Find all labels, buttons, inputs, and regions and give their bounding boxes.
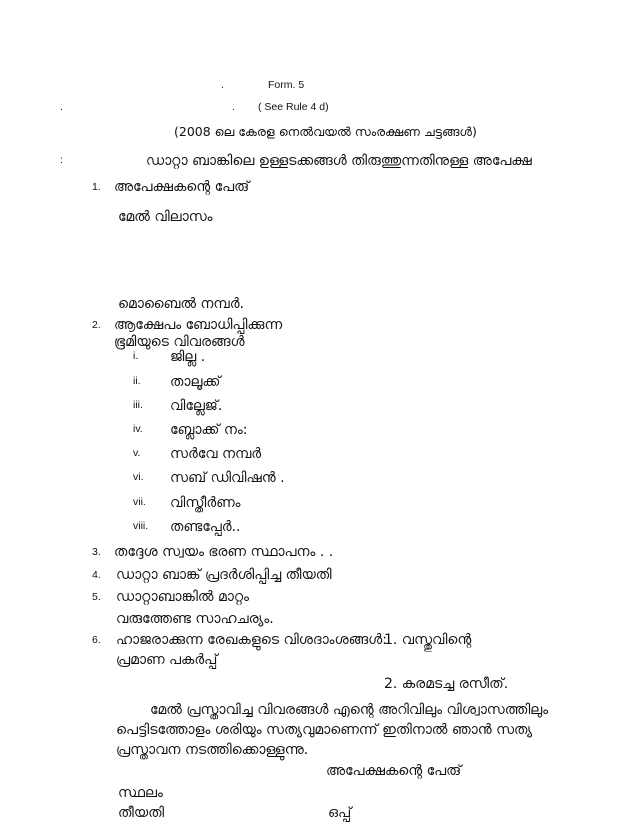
documents-label: ഹാജരാക്കുന്ന രേഖകളുടെ വിശദാംശങ്ങൾ: — [116, 632, 387, 648]
sub-item-number: v. — [133, 447, 141, 459]
header-dot: . — [232, 101, 235, 113]
change-reason-label: വരുത്തേണ്ട സാഹചര്യം. — [116, 611, 274, 627]
place-label: സ്ഥലം — [118, 785, 163, 801]
sub-item-number: ii. — [133, 375, 141, 387]
land-details-label: ഭൂമിയുടെ വിവരങ്ങൾ — [114, 334, 245, 350]
item-number: 5. — [92, 591, 101, 603]
applicant-name-label: അപേക്ഷകന്റെ പേരു് — [114, 179, 250, 195]
sub-item-number: iv. — [133, 423, 143, 435]
land-details-label: ആക്ഷേപം ബോധിപ്പിക്കുന്ന — [114, 317, 283, 333]
block-number-label: ബ്ലോക്ക് നം: — [170, 422, 248, 438]
declaration-line: പെട്ടിടത്തോളം ശരിയും സത്യവുമാണെന്ന് ഇതിനാൽ ഞാൻ സത്യ — [116, 722, 533, 738]
signature-label: ഒപ്പ് — [328, 805, 352, 821]
subdivision-label: സബ് ഡിവിഷൻ . — [170, 470, 285, 486]
header-dot: . — [221, 79, 224, 91]
header-colon: : — [60, 154, 63, 166]
document-1-cont: പ്രമാണ പകർപ്പ് — [116, 652, 218, 668]
publish-date-label: ഡാറ്റാ ബാങ്ക് പ്രദർശിപ്പിച്ച തീയതി — [116, 567, 332, 583]
area-label: വിസ്തീർണം — [170, 495, 241, 511]
declaration-line: പ്രസ്താവന നടത്തിക്കൊള്ളുന്നു. — [116, 742, 309, 758]
form-number: Form. 5 — [268, 79, 305, 91]
thandaper-label: തണ്ടപ്പേർ.. — [170, 519, 241, 535]
village-label: വില്ലേജ്. — [170, 398, 223, 414]
page-title: ഡാറ്റാ ബാങ്കിലെ ഉള്ളടക്കങ്ങൾ തിരുത്തുന്നതിനുള്ള അപേക്ഷ — [146, 153, 532, 169]
local-body-label: തദ്ദേശ സ്വയം ഭരണ സ്ഥാപനം . . — [114, 544, 334, 560]
item-number: 2. — [92, 319, 101, 331]
footer-applicant-name: അപേക്ഷകന്റെ പേരു് — [326, 763, 462, 779]
item-number: 3. — [92, 546, 101, 558]
date-label: തീയതി — [118, 805, 164, 821]
sub-item-number: i. — [133, 350, 139, 362]
rule-reference: ( See Rule 4 d) — [258, 101, 329, 113]
item-number: 4. — [92, 569, 101, 581]
taluk-label: താലൂക്ക് — [170, 374, 221, 390]
sub-item-number: vii. — [133, 496, 146, 508]
sub-item-number: viii. — [133, 520, 149, 532]
item-number: 6. — [92, 634, 101, 646]
district-label: ജില്ല . — [170, 349, 206, 365]
declaration-line: മേൽ പ്രസ്താവിച്ച വിവരങ്ങൾ എന്റെ അറിവിലും വിശ്വാസത്തിലും — [150, 702, 549, 718]
header-dot: . — [60, 101, 63, 113]
mobile-label: മൊബൈൽ നമ്പർ. — [118, 296, 244, 312]
document-1: 1. വസ്തുവിന്റെ — [384, 632, 472, 648]
act-reference: (2008 ലെ കേരള നെൽവയൽ സംരക്ഷണ ചട്ടങ്ങൾ) — [174, 124, 477, 139]
survey-number-label: സർവേ നമ്പർ — [170, 446, 262, 462]
address-label: മേൽ വിലാസം — [118, 209, 213, 225]
change-reason-label: ഡാറ്റാബാങ്കിൽ മാറ്റം — [116, 589, 250, 605]
sub-item-number: iii. — [133, 399, 143, 411]
item-number: 1. — [92, 181, 101, 193]
document-2: 2. കരമടച്ച രസീത്. — [384, 676, 509, 692]
sub-item-number: vi. — [133, 471, 144, 483]
